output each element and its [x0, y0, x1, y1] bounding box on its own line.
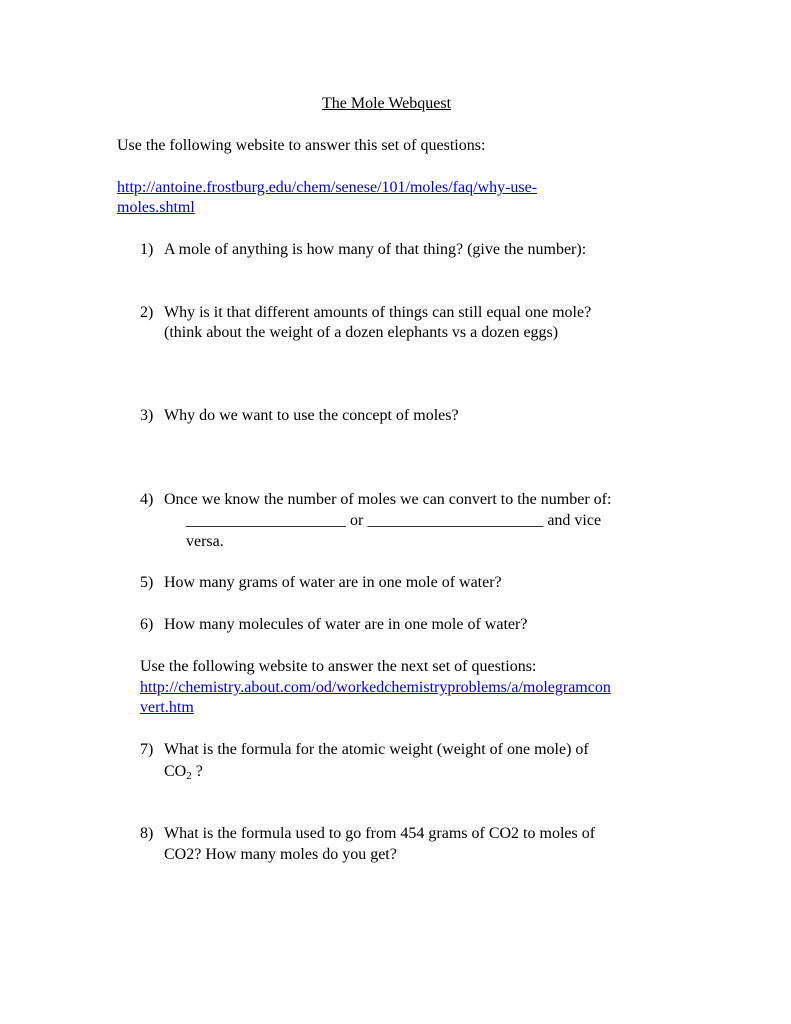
question-8-text-cont: CO2? How many moles do you get? [164, 846, 397, 863]
question-number: 8) [140, 825, 154, 842]
question-number: 7) [140, 741, 154, 758]
page-title: The Mole Webquest [322, 95, 452, 112]
website-link-2[interactable]: http://chemistry.about.com/od/workedchemistryproblems/a/molegramcon [140, 679, 611, 696]
question-1-text: A mole of anything is how many of that thing? (give the number): [164, 241, 587, 258]
question-8-text: What is the formula used to go from 454 grams of CO2 to moles of [164, 825, 596, 842]
question-7-formula [164, 762, 203, 781]
question-number: 5) [140, 574, 154, 591]
question-4-text: Once we know the number of moles we can convert to the number of: [164, 491, 612, 508]
question-number: 3) [140, 407, 154, 424]
question-number: 1) [140, 241, 154, 258]
question-2-text: Why is it that different amounts of things can still equal one mole? [164, 304, 592, 321]
website-link-1-cont[interactable]: moles.shtml [117, 199, 195, 216]
question-number: 4) [140, 491, 154, 508]
intro-text-1: Use the following website to answer this set of questions: [117, 137, 486, 154]
question-7-text: What is the formula for the atomic weight (weight of one mole) of [164, 741, 589, 758]
question-4-blanks[interactable]: ____________________ or ______________________ and vice [186, 512, 602, 529]
website-link-1[interactable]: http://antoine.frostburg.edu/chem/senese/101/moles/faq/why-use- [117, 179, 538, 196]
question-5-text: How many grams of water are in one mole of water? [164, 574, 502, 591]
question-4-end: versa. [186, 533, 224, 550]
formula-base: CO [164, 763, 187, 780]
question-2-hint: (think about the weight of a dozen elephants vs a dozen eggs) [164, 324, 559, 341]
question-3-text: Why do we want to use the concept of moles? [164, 407, 459, 424]
intro-text-2: Use the following website to answer the next set of questions: [140, 658, 537, 675]
website-link-2-cont[interactable]: vert.htm [140, 699, 194, 716]
question-6-text: How many molecules of water are in one mole of water? [164, 616, 528, 633]
question-number: 6) [140, 616, 154, 633]
formula-end: ? [191, 763, 203, 780]
question-number: 2) [140, 304, 154, 321]
formula-subscript: 2 [186, 770, 192, 782]
